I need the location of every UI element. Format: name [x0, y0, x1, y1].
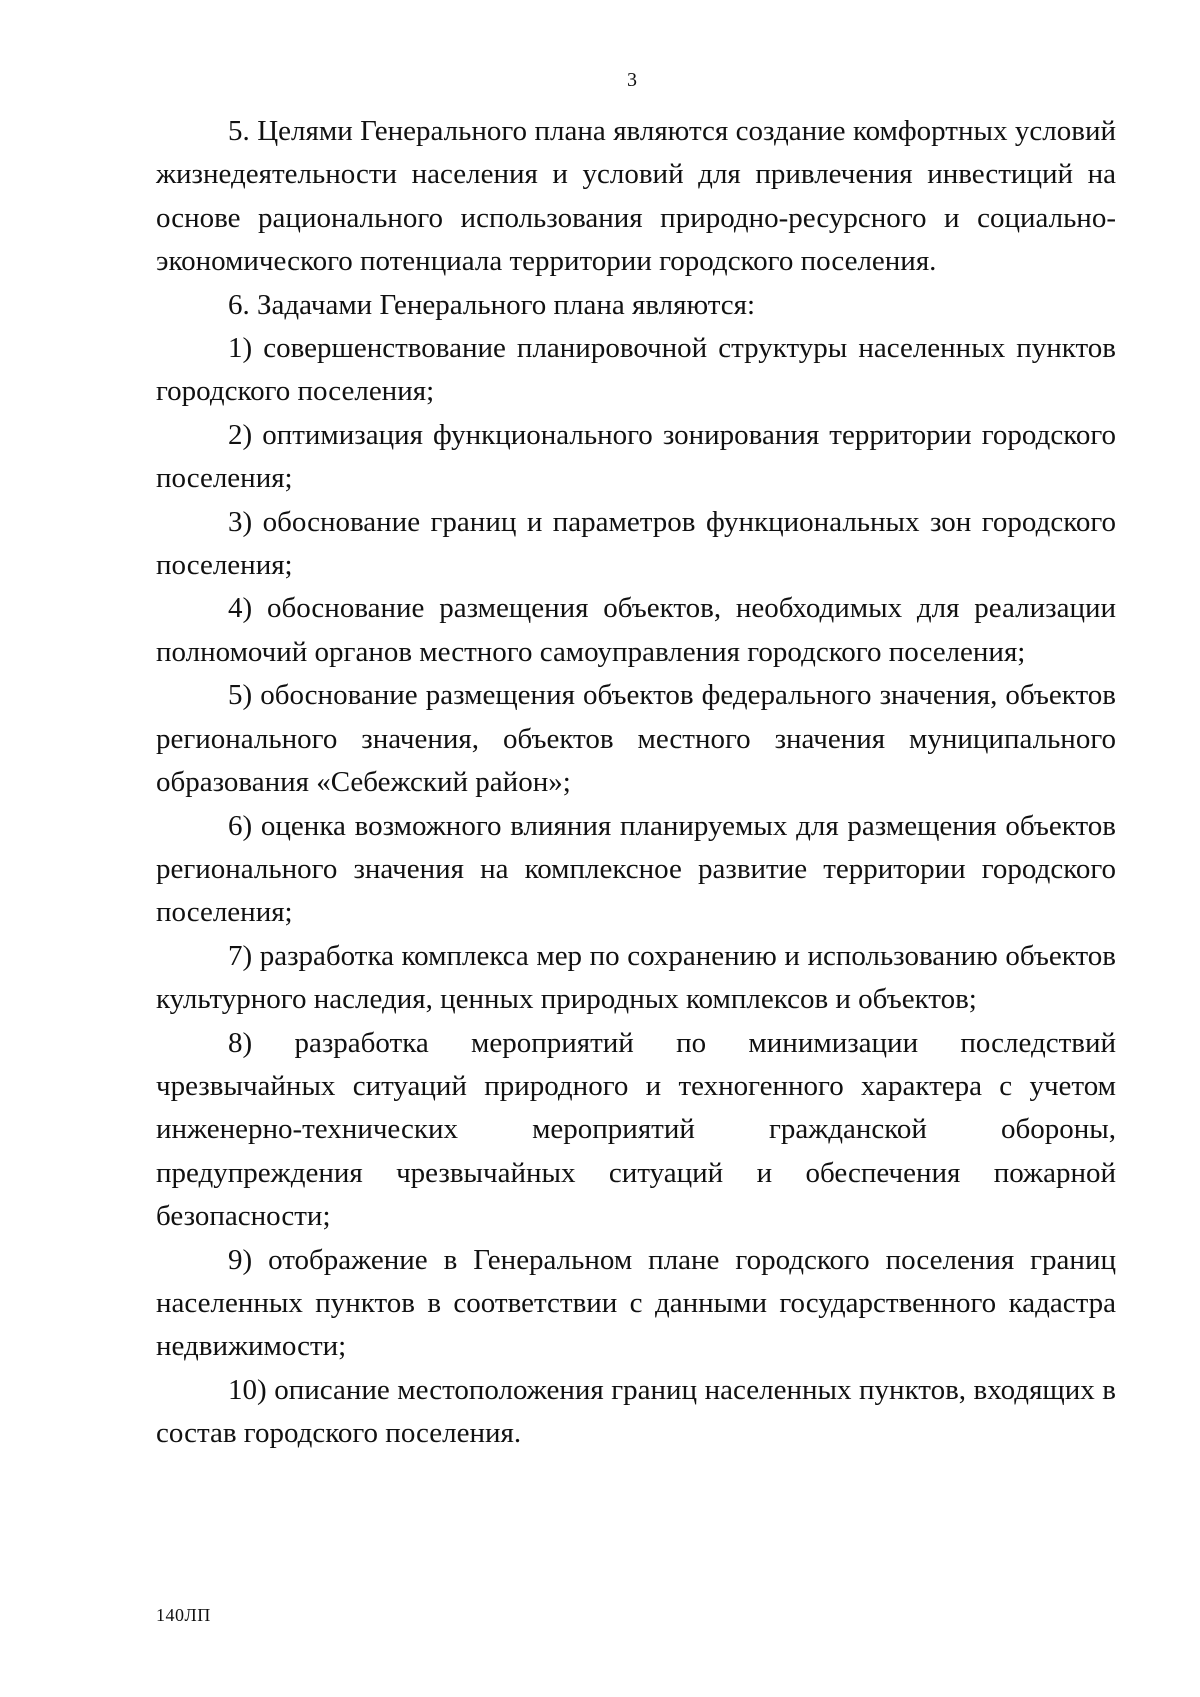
- paragraph-goals: 5. Целями Генерального плана являются создание комфортных условий жизнедеятельности населения и условий для привлечения инвестиций на основе рационального использования природно-ресурсного и социально-экономического потенциала территории городского поселения.: [156, 115, 1116, 278]
- task-item-3: 3) обоснование границ и параметров функциональных зон городского поселения;: [156, 505, 1116, 582]
- paragraph-tasks-heading: 6. Задачами Генерального плана являются:: [228, 288, 756, 321]
- task-item-4: 4) обоснование размещения объектов, необходимых для реализации полномочий органов местного самоуправления городского поселения;: [156, 592, 1116, 668]
- task-item-10: 10) описание местоположения границ населенных пунктов, входящих в состав городского поселения.: [156, 1373, 1116, 1450]
- task-item-1: 1) совершенствование планировочной структуры населенных пунктов городского поселения;: [156, 332, 1116, 408]
- task-item-5: 5) обоснование размещения объектов федерального значения, объектов регионального значения, объектов местного значения муниципального образования «Себежский район»;: [156, 679, 1116, 799]
- task-item-8: 8) разработка мероприятий по минимизации последствий чрезвычайных ситуаций природного и техногенного характера с учетом инженерно-технических мероприятий гражданской обороны, предупреждения чрезвычайных ситуаций и обеспечения пожарной безопасности;: [156, 1026, 1116, 1233]
- page-number: 3: [627, 69, 637, 91]
- task-item-9: 9) отображение в Генеральном плане городского поселения границ населенных пунктов в соответствии с данными государственного кадастра недвижимости;: [156, 1243, 1116, 1363]
- document-body: [156, 110, 1116, 1456]
- task-item-7: 7) разработка комплекса мер по сохранению и использованию объектов культурного наследия, ценных природных комплексов и объектов;: [156, 939, 1116, 1016]
- document-code: 140ЛП: [156, 1605, 211, 1625]
- task-item-6: 6) оценка возможного влияния планируемых для размещения объектов регионального значения на комплексное развитие территории городского поселения;: [156, 809, 1116, 929]
- task-item-2: 2) оптимизация функционального зонирования территории городского поселения;: [156, 418, 1116, 495]
